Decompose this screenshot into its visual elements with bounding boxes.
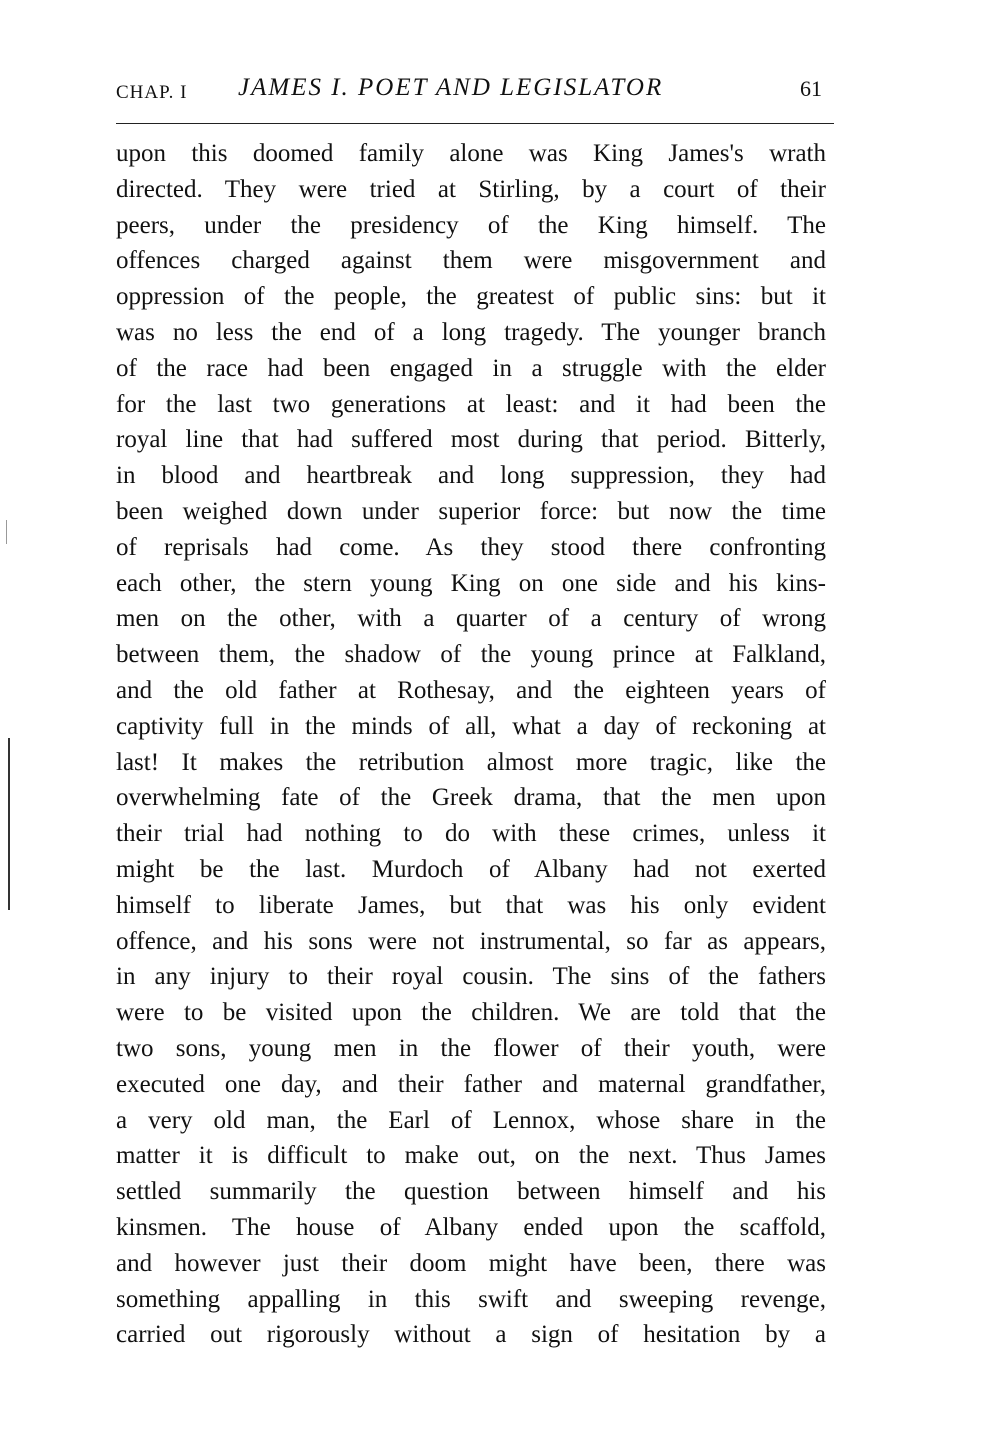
text-line: last! It makes the retribution almost more tragic, like the (116, 748, 826, 776)
text-line: and however just their doom might have been, there was (116, 1249, 826, 1277)
body-text (116, 136, 826, 1353)
text-line: was no less the end of a long tragedy. The younger branch (116, 318, 826, 346)
page-number: 61 (800, 76, 822, 101)
text-line: peers, under the presidency of the King himself. The (116, 211, 826, 239)
text-line: royal line that had suffered most during that period. Bitterly, (116, 426, 826, 454)
text-line: upon this doomed family alone was King James's wrath (116, 140, 826, 167)
text-line: a very old man, the Earl of Lennox, whose share in the (116, 1106, 826, 1134)
text-line: settled summarily the question between himself and his (116, 1178, 826, 1206)
header-rule (116, 123, 834, 124)
text-line: in blood and heartbreak and long suppression, they had (116, 462, 826, 490)
scan-margin-mark (8, 738, 10, 910)
text-line: of the race had been engaged in a struggle with the elder (116, 354, 826, 382)
chapter-label: CHAP. I (116, 82, 188, 103)
text-line: men on the other, with a quarter of a century of wrong (116, 605, 826, 633)
text-line: each other, the stern young King on one side and his kins- (116, 569, 826, 597)
text-line: for the last two generations at least: and it had been the (116, 390, 826, 418)
text-line: offence, and his sons were not instrumental, so far as appears, (116, 927, 826, 955)
text-line: of reprisals had come. As they stood there confronting (116, 533, 826, 561)
text-line: in any injury to their royal cousin. The sins of the fathers (116, 963, 826, 991)
text-line: directed. They were tried at Stirling, by a court of their (116, 175, 826, 203)
text-line: might be the last. Murdoch of Albany had not exerted (116, 855, 826, 883)
text-line: himself to liberate James, but that was his only evident (116, 891, 826, 919)
text-line: matter it is difficult to make out, on the next. Thus James (116, 1142, 826, 1170)
text-line: and the old father at Rothesay, and the eighteen years of (116, 676, 826, 704)
text-line: something appalling in this swift and sweeping revenge, (116, 1285, 826, 1313)
text-line: offences charged against them were misgovernment and (116, 247, 826, 275)
text-line: overwhelming fate of the Greek drama, that the men upon (116, 784, 826, 812)
text-line: were to be visited upon the children. We are told that the (116, 999, 826, 1027)
text-line: two sons, young men in the flower of their youth, were (116, 1034, 826, 1062)
text-line: kinsmen. The house of Albany ended upon the scaffold, (116, 1213, 826, 1241)
text-line: been weighed down under superior force: but now the time (116, 497, 826, 525)
scan-margin-mark (6, 520, 7, 544)
text-line: executed one day, and their father and maternal grandfather, (116, 1070, 826, 1098)
text-line: their trial had nothing to do with these crimes, unless it (116, 820, 826, 848)
text-line: between them, the shadow of the young prince at Falkland, (116, 641, 826, 669)
text-line: oppression of the people, the greatest of public sins: but it (116, 283, 826, 311)
text-line: captivity full in the minds of all, what a day of reckoning at (116, 712, 826, 740)
running-title: JAMES I. POET AND LEGISLATOR (238, 74, 664, 101)
text-line: carried out rigorously without a sign of hesitation by a (116, 1321, 826, 1349)
running-head (116, 72, 826, 112)
